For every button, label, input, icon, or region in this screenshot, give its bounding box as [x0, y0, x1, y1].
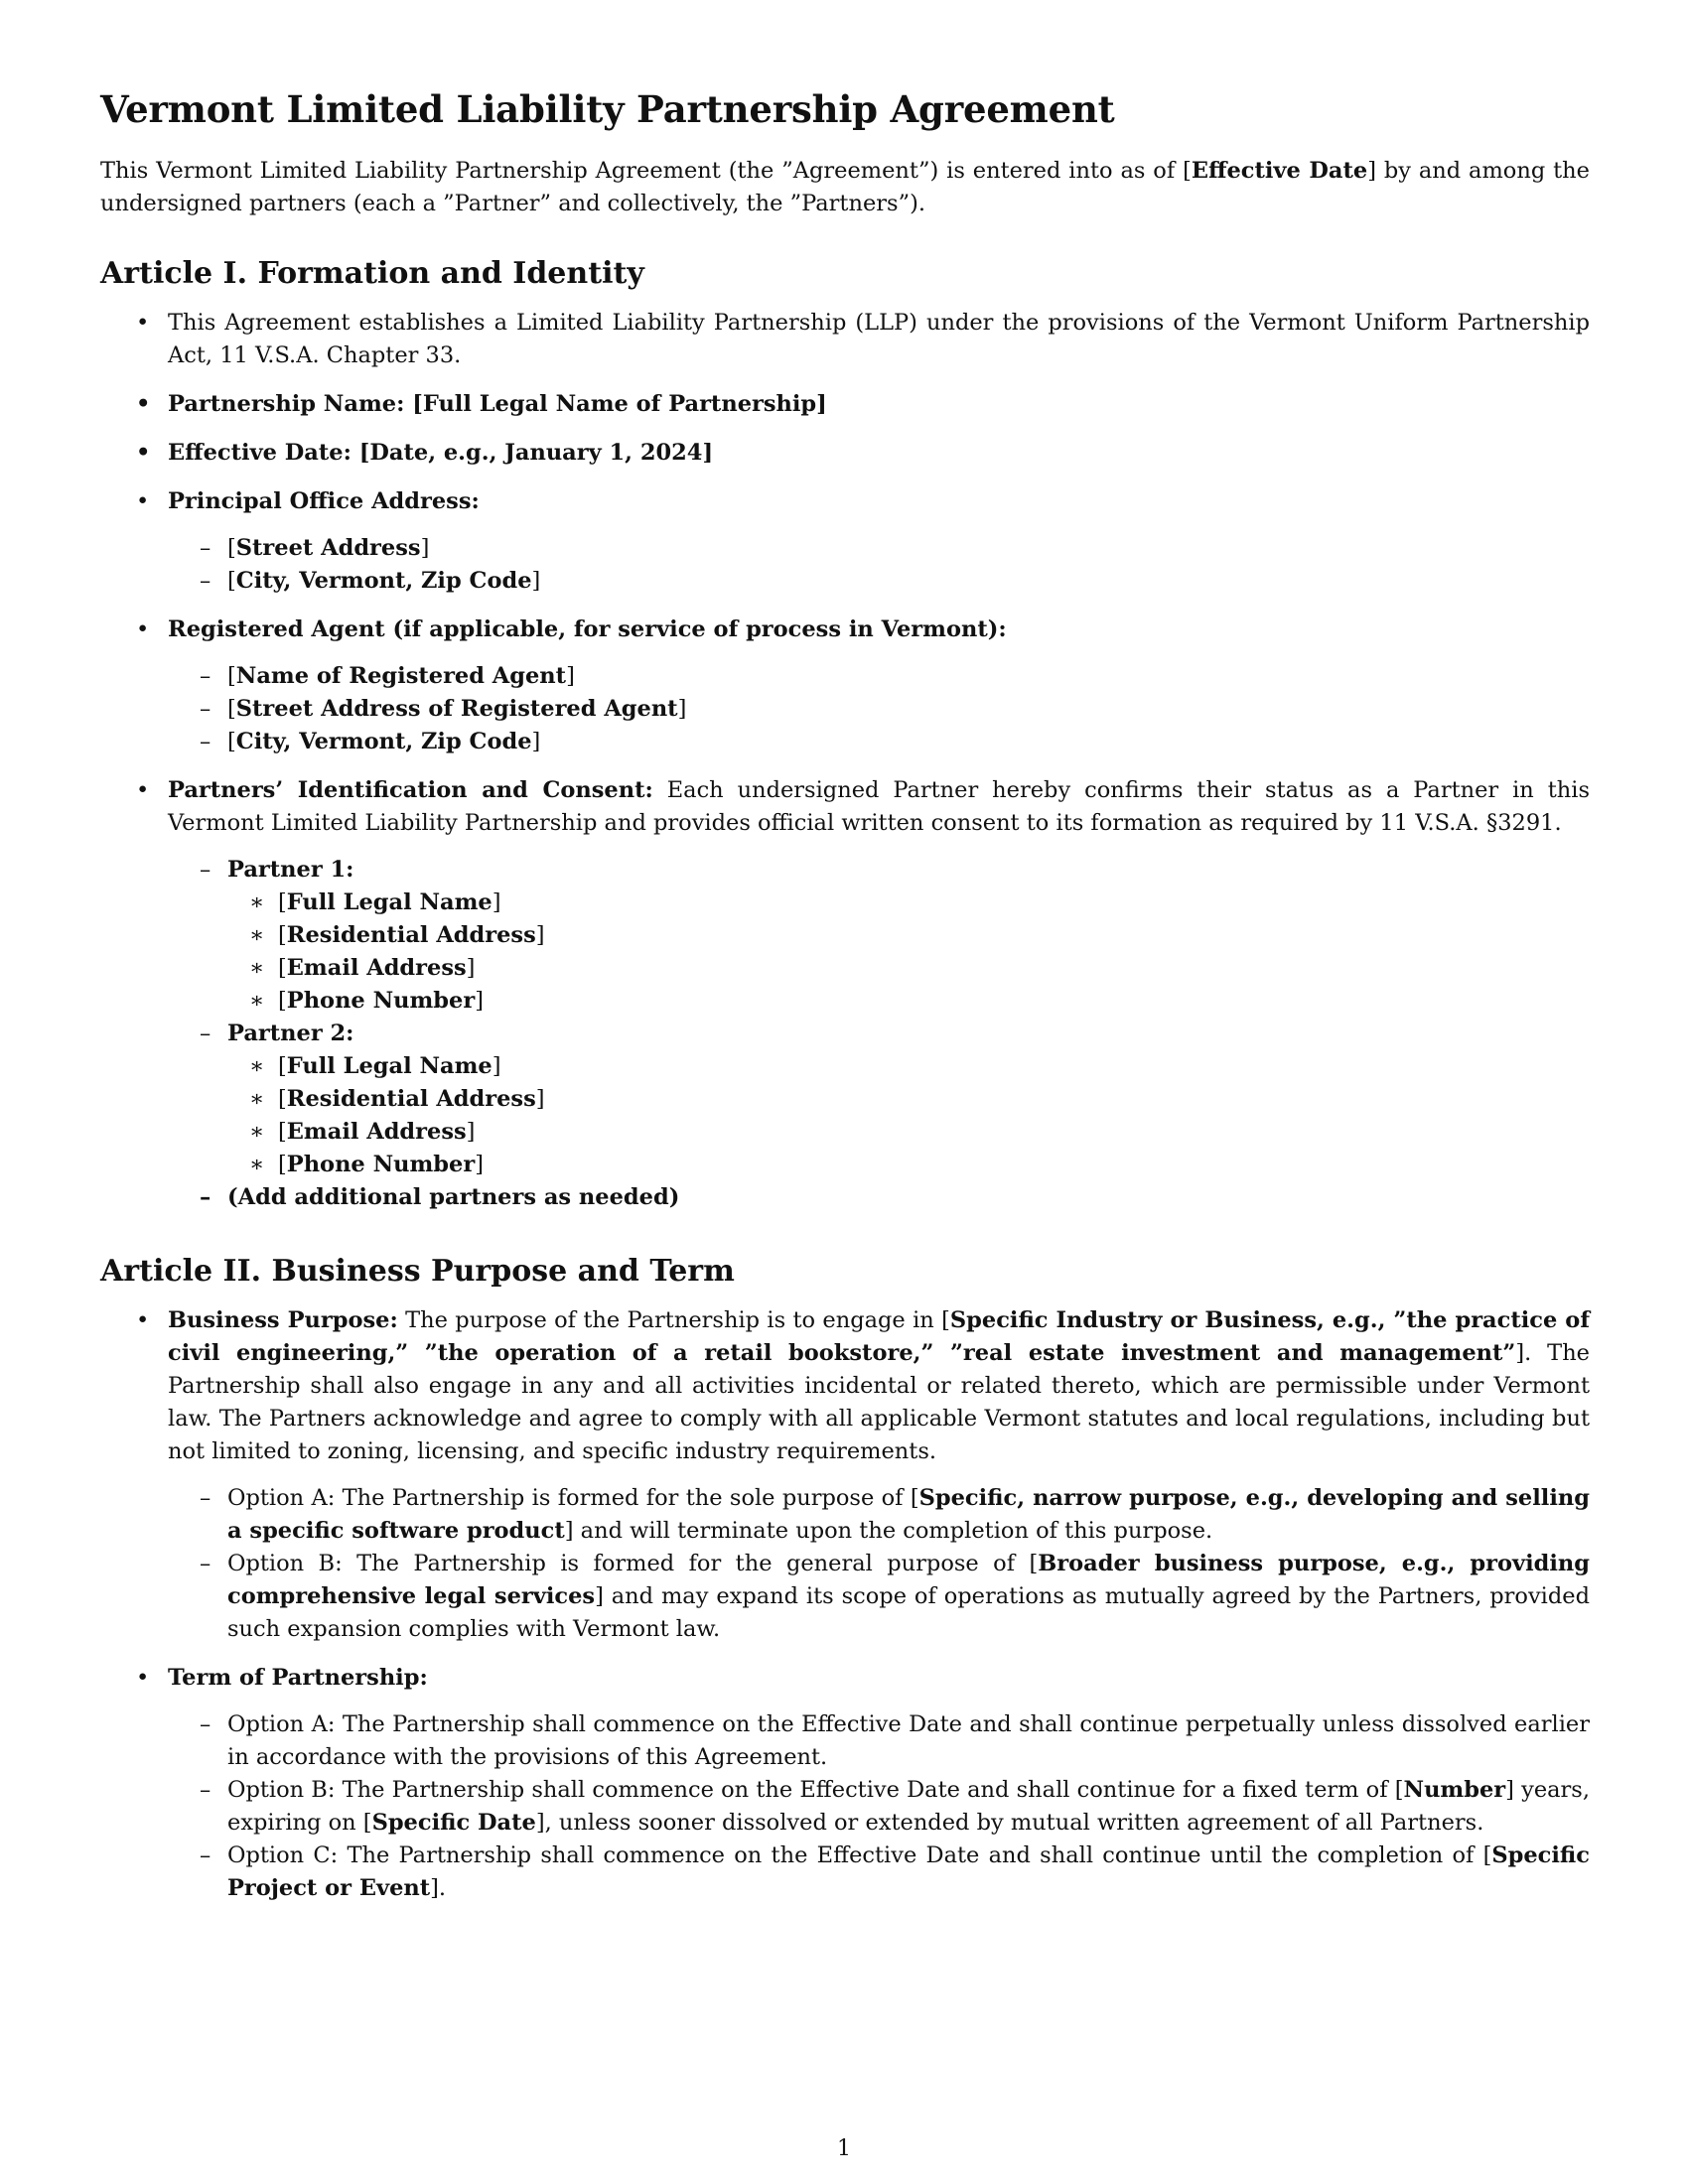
list-item: ∗ [Email Address] — [227, 952, 1590, 985]
list-item: ∗ [Full Legal Name] — [227, 887, 1590, 919]
list-item: – [Name of Registered Agent] — [168, 660, 1590, 693]
term-label: Term of Partnership: — [168, 1665, 428, 1691]
list-item: – [City, Vermont, Zip Code] — [168, 565, 1590, 598]
list-item — [168, 1181, 1590, 1214]
list-item: ∗ [Phone Number] — [227, 1149, 1590, 1181]
document-title: Vermont Limited Liability Partnership Agreement — [100, 87, 1115, 131]
list-item: ∗ [Residential Address] — [227, 1083, 1590, 1116]
partner-1-fields — [227, 887, 1590, 1018]
list-item — [100, 1304, 1590, 1646]
page-number: 1 — [837, 2136, 851, 2161]
field-placeholder: Phone Number — [286, 988, 476, 1014]
list-item — [100, 485, 1590, 598]
list-item — [100, 1662, 1590, 1905]
list-item: – [Street Address of Registered Agent] — [168, 693, 1590, 726]
purpose-placeholder: Specific Industry or Business, e.g., ”the practice of civil engineering,” ”the operation of a retail bookstore,” ”real estate investment and management” — [168, 1307, 1590, 1366]
article-1-heading: Article I. Formation and Identity — [100, 256, 644, 291]
add-partners-note: (Add additional partners as needed) — [227, 1184, 680, 1210]
office-street-placeholder: Street Address — [235, 535, 421, 561]
list-item — [168, 1708, 1590, 1774]
list-item: • Partnership Name: [Full Legal Name of Partnership] — [100, 388, 1590, 421]
partnership-name-placeholder: Full Legal Name of Partnership — [422, 391, 817, 417]
field-placeholder: Full Legal Name — [286, 1053, 492, 1079]
field-placeholder: Full Legal Name — [286, 889, 492, 915]
list-item — [100, 614, 1590, 758]
partners-list — [168, 854, 1590, 1214]
term-option-a: Option A: The Partnership shall commence on the Effective Date and shall continue perpetually unless dissolved earlier in accordance with the provisions of this Agreement. — [227, 1711, 1590, 1770]
business-purpose-label: Business Purpose: — [168, 1307, 398, 1333]
article-1-list — [100, 307, 1590, 1214]
office-city-placeholder: City, Vermont, Zip Code — [235, 568, 532, 594]
consent-label: Partners’ Identification and Consent: — [168, 777, 653, 803]
list-item: ∗ [Phone Number] — [227, 985, 1590, 1018]
formation-statement: This Agreement establishes a Limited Liability Partnership (LLP) under the provisions of the Vermont Uniform Partnership Act, 11 V.S.A. Chapter 33. — [168, 310, 1590, 368]
purpose-text: The purpose of the Partnership is to engage in [ — [397, 1307, 950, 1333]
term-options — [168, 1708, 1590, 1905]
effective-date-placeholder: Effective Date — [1191, 158, 1368, 184]
office-address-list — [168, 532, 1590, 598]
option-b-placeholder: Broader business purpose, e.g., providing comprehensive legal services — [227, 1551, 1591, 1609]
term-option-c-text: Option C: The Partnership shall commence on the Effective Date and shall continue until the completion of [ — [227, 1843, 1492, 1868]
term-option-c-text-end: ]. — [430, 1875, 447, 1901]
term-number-placeholder: Number — [1403, 1777, 1506, 1803]
option-a-text: Option A: The Partnership is formed for the sole purpose of [ — [227, 1485, 919, 1511]
principal-office-label: Principal Office Address: — [168, 488, 480, 514]
article-2-list — [100, 1304, 1590, 1905]
list-item — [168, 854, 1590, 1018]
term-project-placeholder: Specific Project or Event — [227, 1843, 1590, 1901]
list-item — [168, 1774, 1590, 1840]
list-item: – [Street Address] — [168, 532, 1590, 565]
consent-text: Each undersigned Partner hereby confirms their status as a Partner in this Vermont Limited Liability Partnership and provides official written consent to its formation as required by 11 V.S.A. §3291. — [168, 777, 1591, 836]
term-option-b-text-end: ], unless sooner dissolved or extended by mutual written agreement of all Partners. — [535, 1810, 1484, 1836]
list-item — [168, 1482, 1590, 1548]
list-item — [168, 1018, 1590, 1181]
option-a-placeholder: Specific, narrow purpose, e.g., developing and selling a specific software product — [227, 1485, 1590, 1544]
list-item — [100, 307, 1590, 372]
article-2-heading: Article II. Business Purpose and Term — [100, 1254, 735, 1289]
field-placeholder: Phone Number — [286, 1152, 476, 1177]
list-item: ∗ [Email Address] — [227, 1116, 1590, 1149]
purpose-text-end: ]. The Partnership shall also engage in any and all activities incidental or related thereto, which are permissible under Vermont law. The Partners acknowledge and agree to comply with all applicable Vermont statutes and local regulations, including but not limited to zoning, licensing, and specific industry requirements. — [168, 1340, 1590, 1464]
list-item: • Effective Date: [Date, e.g., January 1, 2024] — [100, 437, 1590, 470]
list-item: ∗ [Full Legal Name] — [227, 1050, 1590, 1083]
term-option-b-text: Option B: The Partnership shall commence on the Effective Date and shall continue for a fixed term of [ — [227, 1777, 1404, 1803]
list-item — [168, 1548, 1590, 1646]
term-option-b-text-2: ] years, expiring on [ — [227, 1777, 1590, 1836]
list-item: – [City, Vermont, Zip Code] — [168, 726, 1590, 758]
list-item: ∗ [Residential Address] — [227, 919, 1590, 952]
agent-list — [168, 660, 1590, 758]
option-b-text-end: ] and may expand its scope of operations as mutually agreed by the Partners, provided such expansion complies with Vermont law. — [227, 1583, 1590, 1642]
agent-street-placeholder: Street Address of Registered Agent — [235, 696, 678, 722]
agent-name-placeholder: Name of Registered Agent — [235, 663, 567, 689]
option-a-text-end: ] and will terminate upon the completion of this purpose. — [564, 1518, 1213, 1544]
effective-date-value: Date, e.g., January 1, 2024 — [369, 440, 703, 466]
partner-1-label: Partner 1: — [227, 857, 354, 883]
purpose-options — [168, 1482, 1590, 1646]
partner-2-label: Partner 2: — [227, 1021, 354, 1046]
intro-text-end: ] by and among the undersigned partners (each a ”Partner” and collectively, the ”Partners”). — [100, 158, 1590, 216]
document-page — [100, 87, 1590, 1921]
field-placeholder: Email Address — [286, 1119, 467, 1145]
list-item — [100, 774, 1590, 1214]
option-b-text: Option B: The Partnership is formed for the general purpose of [ — [227, 1551, 1039, 1576]
field-placeholder: Email Address — [286, 955, 467, 981]
field-placeholder: Residential Address — [286, 1086, 536, 1112]
registered-agent-label: Registered Agent (if applicable, for service of process in Vermont): — [168, 616, 1007, 642]
effective-date-label: Effective Date: [ — [168, 440, 370, 466]
partner-2-fields — [227, 1050, 1590, 1181]
list-item — [168, 1840, 1590, 1905]
intro-text: This Vermont Limited Liability Partnership Agreement (the ”Agreement”) is entered into as of [ — [100, 158, 1192, 184]
field-placeholder: Residential Address — [286, 922, 536, 948]
agent-city-placeholder: City, Vermont, Zip Code — [235, 729, 532, 754]
partnership-name-label: Partnership Name: [ — [168, 391, 423, 417]
term-date-placeholder: Specific Date — [371, 1810, 536, 1836]
intro-paragraph — [100, 155, 1590, 220]
